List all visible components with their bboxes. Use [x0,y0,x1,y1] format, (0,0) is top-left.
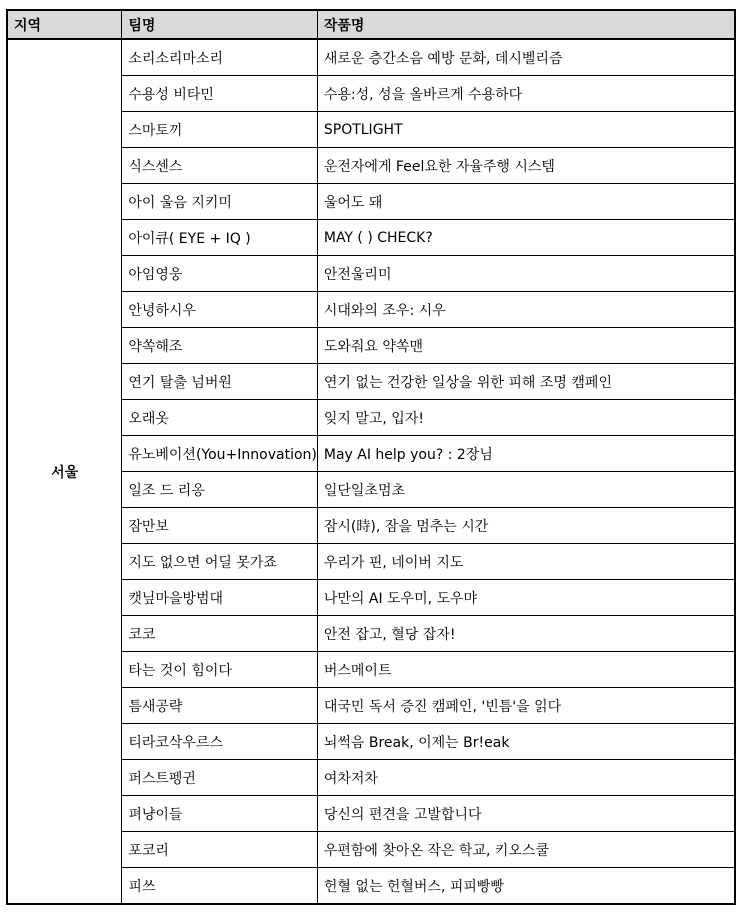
team-name-cell: 타는 것이 힘이다 [122,652,318,688]
work-title-cell: 대국민 독서 증진 캠페인, '빈틈'을 읽다 [317,688,735,724]
work-title-cell: 우리가 핀, 네이버 지도 [317,544,735,580]
team-name-cell: 잠만보 [122,508,318,544]
work-title-cell: 뇌썩음 Break, 이제는 Br!eak [317,724,735,760]
team-name-cell: 틈새공략 [122,688,318,724]
table-body [7,39,735,904]
work-title-cell: 헌혈 없는 헌혈버스, 피피빵빵 [317,868,735,905]
work-title-cell: 잊지 말고, 입자! [317,400,735,436]
table-row [7,39,735,76]
work-title-cell: MAY ( ) CHECK? [317,220,735,256]
team-name-cell: 퍼스트펭귄 [122,760,318,796]
team-name-cell: 유노베이션(You+Innovation) [122,436,318,472]
work-title-cell: May AI help you? : 2장님 [317,436,735,472]
work-title-cell: 안전 잡고, 혈당 잡자! [317,616,735,652]
team-name-cell: 캣닢마을방범대 [122,580,318,616]
team-name-cell: 연기 탈출 넘버원 [122,364,318,400]
work-title-cell: 시대와의 조우: 시우 [317,292,735,328]
header-team: 팀명 [122,10,318,39]
region-cell: 서울 [7,39,122,904]
work-title-cell: 안전울리미 [317,256,735,292]
team-name-cell: 일조 드 리옹 [122,472,318,508]
team-name-cell: 수용성 비타민 [122,76,318,112]
team-name-cell: 아이큐( EYE + IQ ) [122,220,318,256]
entries-table [6,9,736,905]
header-work: 작품명 [317,10,735,39]
team-name-cell: 아임영웅 [122,256,318,292]
work-title-cell: 울어도 돼 [317,184,735,220]
work-title-cell: 잠시(時), 잠을 멈추는 시간 [317,508,735,544]
work-title-cell: SPOTLIGHT [317,112,735,148]
team-name-cell: 스마토끼 [122,112,318,148]
work-title-cell: 버스메이트 [317,652,735,688]
work-title-cell: 우편함에 찾아온 작은 학교, 키오스쿨 [317,832,735,868]
team-name-cell: 안녕하시우 [122,292,318,328]
work-title-cell: 수용:성, 성을 올바르게 수용하다 [317,76,735,112]
team-name-cell: 약쏙해조 [122,328,318,364]
team-name-cell: 오래옷 [122,400,318,436]
work-title-cell: 연기 없는 건강한 일상을 위한 피해 조명 캠페인 [317,364,735,400]
work-title-cell: 당신의 편견을 고발합니다 [317,796,735,832]
work-title-cell: 도와줘요 약쏙맨 [317,328,735,364]
team-name-cell: 지도 없으면 어딜 못가죠 [122,544,318,580]
team-name-cell: 티라코삭우르스 [122,724,318,760]
team-name-cell: 식스센스 [122,148,318,184]
entries-table-container [6,9,736,905]
work-title-cell: 운전자에게 Feel요한 자율주행 시스템 [317,148,735,184]
team-name-cell: 코코 [122,616,318,652]
team-name-cell: 아이 울음 지키미 [122,184,318,220]
work-title-cell: 나만의 AI 도우미, 도우먀 [317,580,735,616]
work-title-cell: 일단일초멈초 [317,472,735,508]
team-name-cell: 소리소리마소리 [122,39,318,76]
team-name-cell: 포코리 [122,832,318,868]
work-title-cell: 여차저차 [317,760,735,796]
team-name-cell: 펴냥이들 [122,796,318,832]
work-title-cell: 새로운 층간소음 예방 문화, 데시벨리즘 [317,39,735,76]
header-row [7,10,735,39]
header-region: 지역 [7,10,122,39]
team-name-cell: 피쓰 [122,868,318,905]
